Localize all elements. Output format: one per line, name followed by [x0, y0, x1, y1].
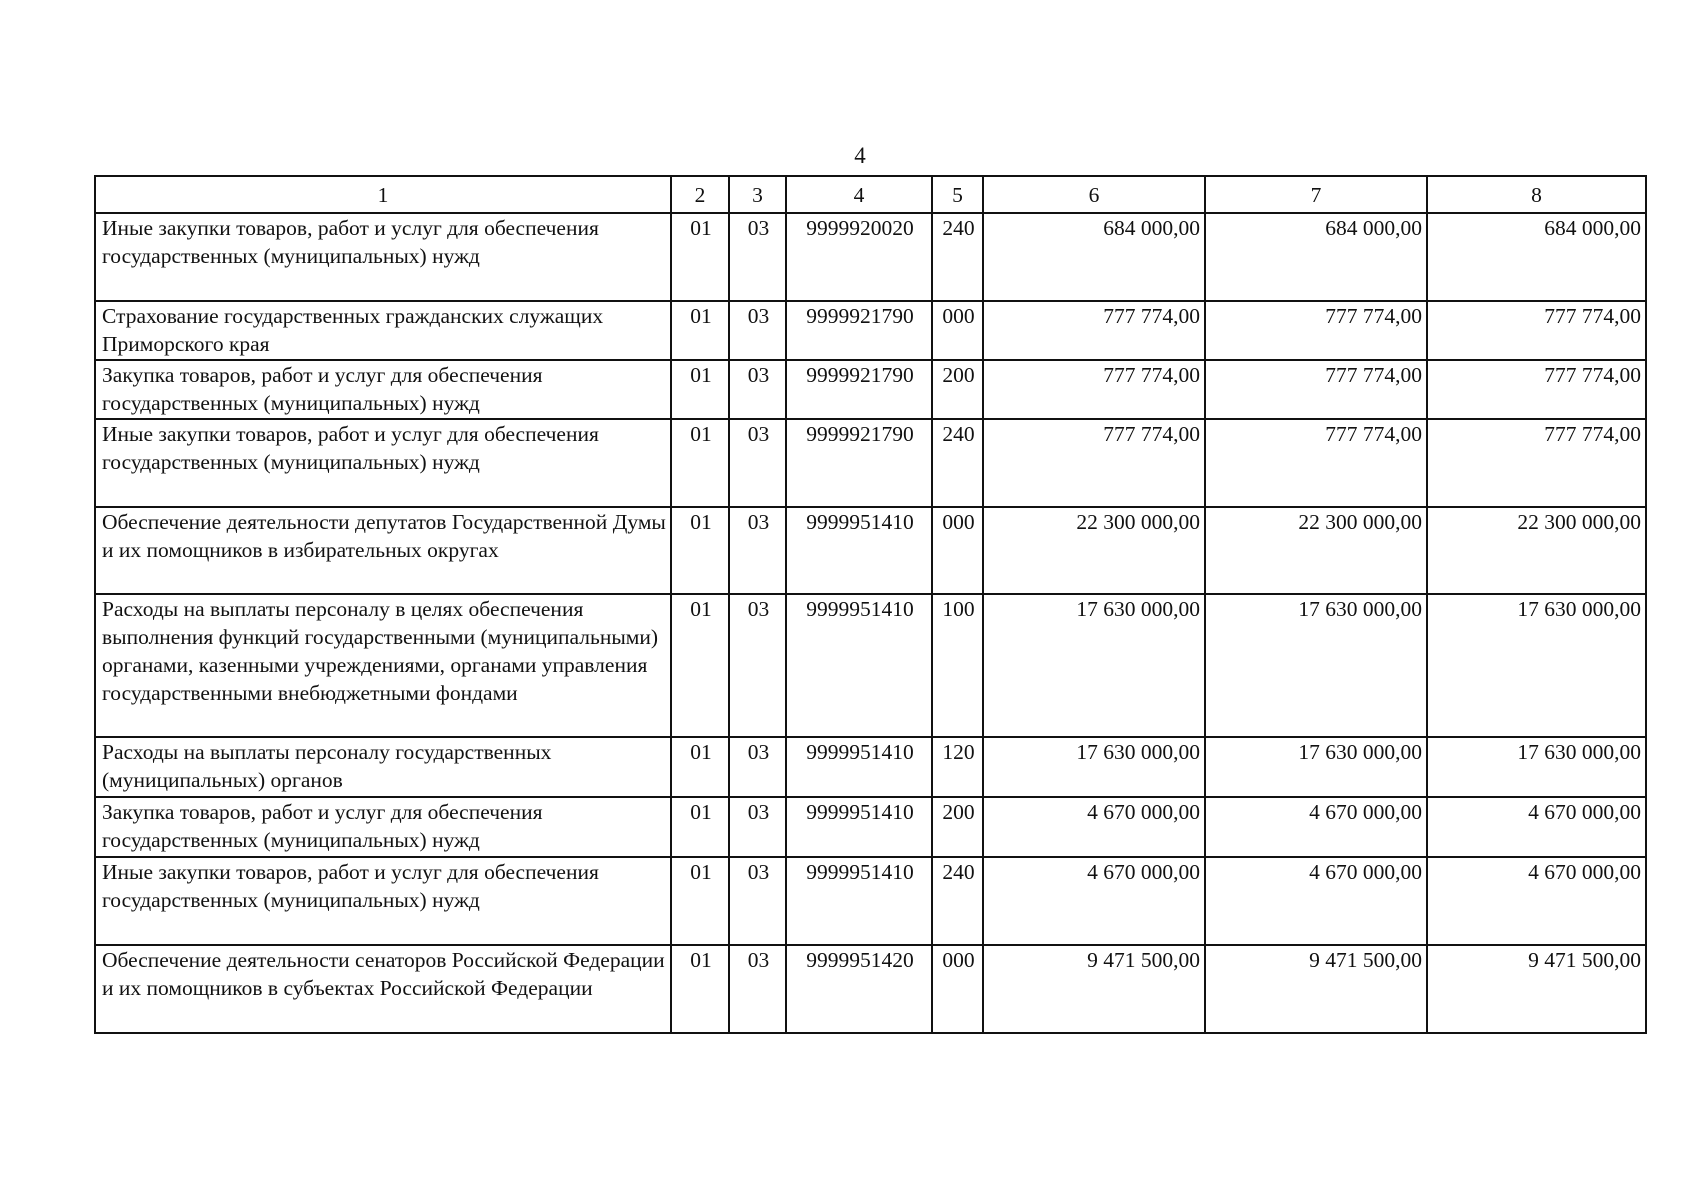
amount-col-8: 777 774,00	[1427, 301, 1646, 360]
table-row	[95, 594, 1646, 737]
target-article-code: 9999921790	[786, 360, 932, 419]
section-code: 01	[671, 419, 729, 507]
amount-col-7: 4 670 000,00	[1205, 857, 1427, 945]
amount-col-8: 777 774,00	[1427, 419, 1646, 507]
amount-col-7: 777 774,00	[1205, 301, 1427, 360]
subsection-code: 03	[729, 507, 786, 594]
expense-name: Страхование государственных гражданских служащих Приморского края	[95, 301, 671, 360]
target-article-code: 9999951410	[786, 594, 932, 737]
table-row	[95, 507, 1646, 594]
expense-name: Иные закупки товаров, работ и услуг для обеспечения государственных (муниципальных) нужд	[95, 213, 671, 301]
expense-type-code: 100	[932, 594, 983, 737]
amount-col-6: 17 630 000,00	[983, 737, 1205, 797]
amount-col-8: 4 670 000,00	[1427, 797, 1646, 857]
subsection-code: 03	[729, 945, 786, 1033]
amount-col-7: 9 471 500,00	[1205, 945, 1427, 1033]
expense-name: Иные закупки товаров, работ и услуг для обеспечения государственных (муниципальных) нужд	[95, 419, 671, 507]
section-code: 01	[671, 945, 729, 1033]
subsection-code: 03	[729, 857, 786, 945]
section-code: 01	[671, 857, 729, 945]
column-header: 8	[1427, 176, 1646, 213]
amount-col-8: 9 471 500,00	[1427, 945, 1646, 1033]
expense-type-code: 240	[932, 857, 983, 945]
amount-col-6: 777 774,00	[983, 301, 1205, 360]
section-code: 01	[671, 594, 729, 737]
amount-col-8: 22 300 000,00	[1427, 507, 1646, 594]
section-code: 01	[671, 213, 729, 301]
column-header: 7	[1205, 176, 1427, 213]
section-code: 01	[671, 507, 729, 594]
section-code: 01	[671, 360, 729, 419]
subsection-code: 03	[729, 301, 786, 360]
expense-name: Обеспечение деятельности сенаторов Российской Федерации и их помощников в субъектах Российской Федерации	[95, 945, 671, 1033]
target-article-code: 9999951410	[786, 857, 932, 945]
target-article-code: 9999951410	[786, 507, 932, 594]
amount-col-6: 777 774,00	[983, 360, 1205, 419]
target-article-code: 9999921790	[786, 419, 932, 507]
amount-col-8: 17 630 000,00	[1427, 594, 1646, 737]
column-header: 3	[729, 176, 786, 213]
section-code: 01	[671, 301, 729, 360]
amount-col-6: 777 774,00	[983, 419, 1205, 507]
amount-col-6: 4 670 000,00	[983, 857, 1205, 945]
target-article-code: 9999921790	[786, 301, 932, 360]
amount-col-6: 684 000,00	[983, 213, 1205, 301]
amount-col-8: 777 774,00	[1427, 360, 1646, 419]
header-row	[95, 176, 1646, 213]
expense-name: Иные закупки товаров, работ и услуг для обеспечения государственных (муниципальных) нужд	[95, 857, 671, 945]
subsection-code: 03	[729, 419, 786, 507]
table-row	[95, 737, 1646, 797]
subsection-code: 03	[729, 360, 786, 419]
expense-type-code: 200	[932, 797, 983, 857]
page-number: 4	[854, 143, 866, 168]
column-header: 4	[786, 176, 932, 213]
expense-type-code: 200	[932, 360, 983, 419]
amount-col-8: 17 630 000,00	[1427, 737, 1646, 797]
amount-col-8: 684 000,00	[1427, 213, 1646, 301]
column-header: 5	[932, 176, 983, 213]
amount-col-6: 22 300 000,00	[983, 507, 1205, 594]
section-code: 01	[671, 737, 729, 797]
column-header: 1	[95, 176, 671, 213]
expense-type-code: 240	[932, 213, 983, 301]
amount-col-6: 9 471 500,00	[983, 945, 1205, 1033]
amount-col-7: 777 774,00	[1205, 419, 1427, 507]
target-article-code: 9999920020	[786, 213, 932, 301]
amount-col-7: 4 670 000,00	[1205, 797, 1427, 857]
table-row	[95, 360, 1646, 419]
expense-type-code: 000	[932, 507, 983, 594]
amount-col-7: 17 630 000,00	[1205, 594, 1427, 737]
amount-col-7: 777 774,00	[1205, 360, 1427, 419]
expense-type-code: 240	[932, 419, 983, 507]
target-article-code: 9999951410	[786, 737, 932, 797]
target-article-code: 9999951420	[786, 945, 932, 1033]
expense-name: Закупка товаров, работ и услуг для обеспечения государственных (муниципальных) нужд	[95, 360, 671, 419]
table-row	[95, 945, 1646, 1033]
expense-type-code: 120	[932, 737, 983, 797]
subsection-code: 03	[729, 737, 786, 797]
expense-name: Расходы на выплаты персоналу государственных (муниципальных) органов	[95, 737, 671, 797]
table-row	[95, 213, 1646, 301]
column-header: 6	[983, 176, 1205, 213]
budget-table	[94, 175, 1647, 1034]
subsection-code: 03	[729, 797, 786, 857]
target-article-code: 9999951410	[786, 797, 932, 857]
expense-type-code: 000	[932, 301, 983, 360]
subsection-code: 03	[729, 594, 786, 737]
amount-col-6: 17 630 000,00	[983, 594, 1205, 737]
amount-col-7: 22 300 000,00	[1205, 507, 1427, 594]
expense-name: Расходы на выплаты персоналу в целях обеспечения выполнения функций государственными (муниципальными) органами, казенными учреждениями, органами управления государственными внебюджетными фондами	[95, 594, 671, 737]
table-row	[95, 797, 1646, 857]
column-header: 2	[671, 176, 729, 213]
table-row	[95, 301, 1646, 360]
amount-col-7: 684 000,00	[1205, 213, 1427, 301]
table-row	[95, 857, 1646, 945]
amount-col-6: 4 670 000,00	[983, 797, 1205, 857]
amount-col-7: 17 630 000,00	[1205, 737, 1427, 797]
amount-col-8: 4 670 000,00	[1427, 857, 1646, 945]
expense-name: Закупка товаров, работ и услуг для обеспечения государственных (муниципальных) нужд	[95, 797, 671, 857]
subsection-code: 03	[729, 213, 786, 301]
table-row	[95, 419, 1646, 507]
expense-type-code: 000	[932, 945, 983, 1033]
section-code: 01	[671, 797, 729, 857]
expense-name: Обеспечение деятельности депутатов Государственной Думы и их помощников в избирательных округах	[95, 507, 671, 594]
